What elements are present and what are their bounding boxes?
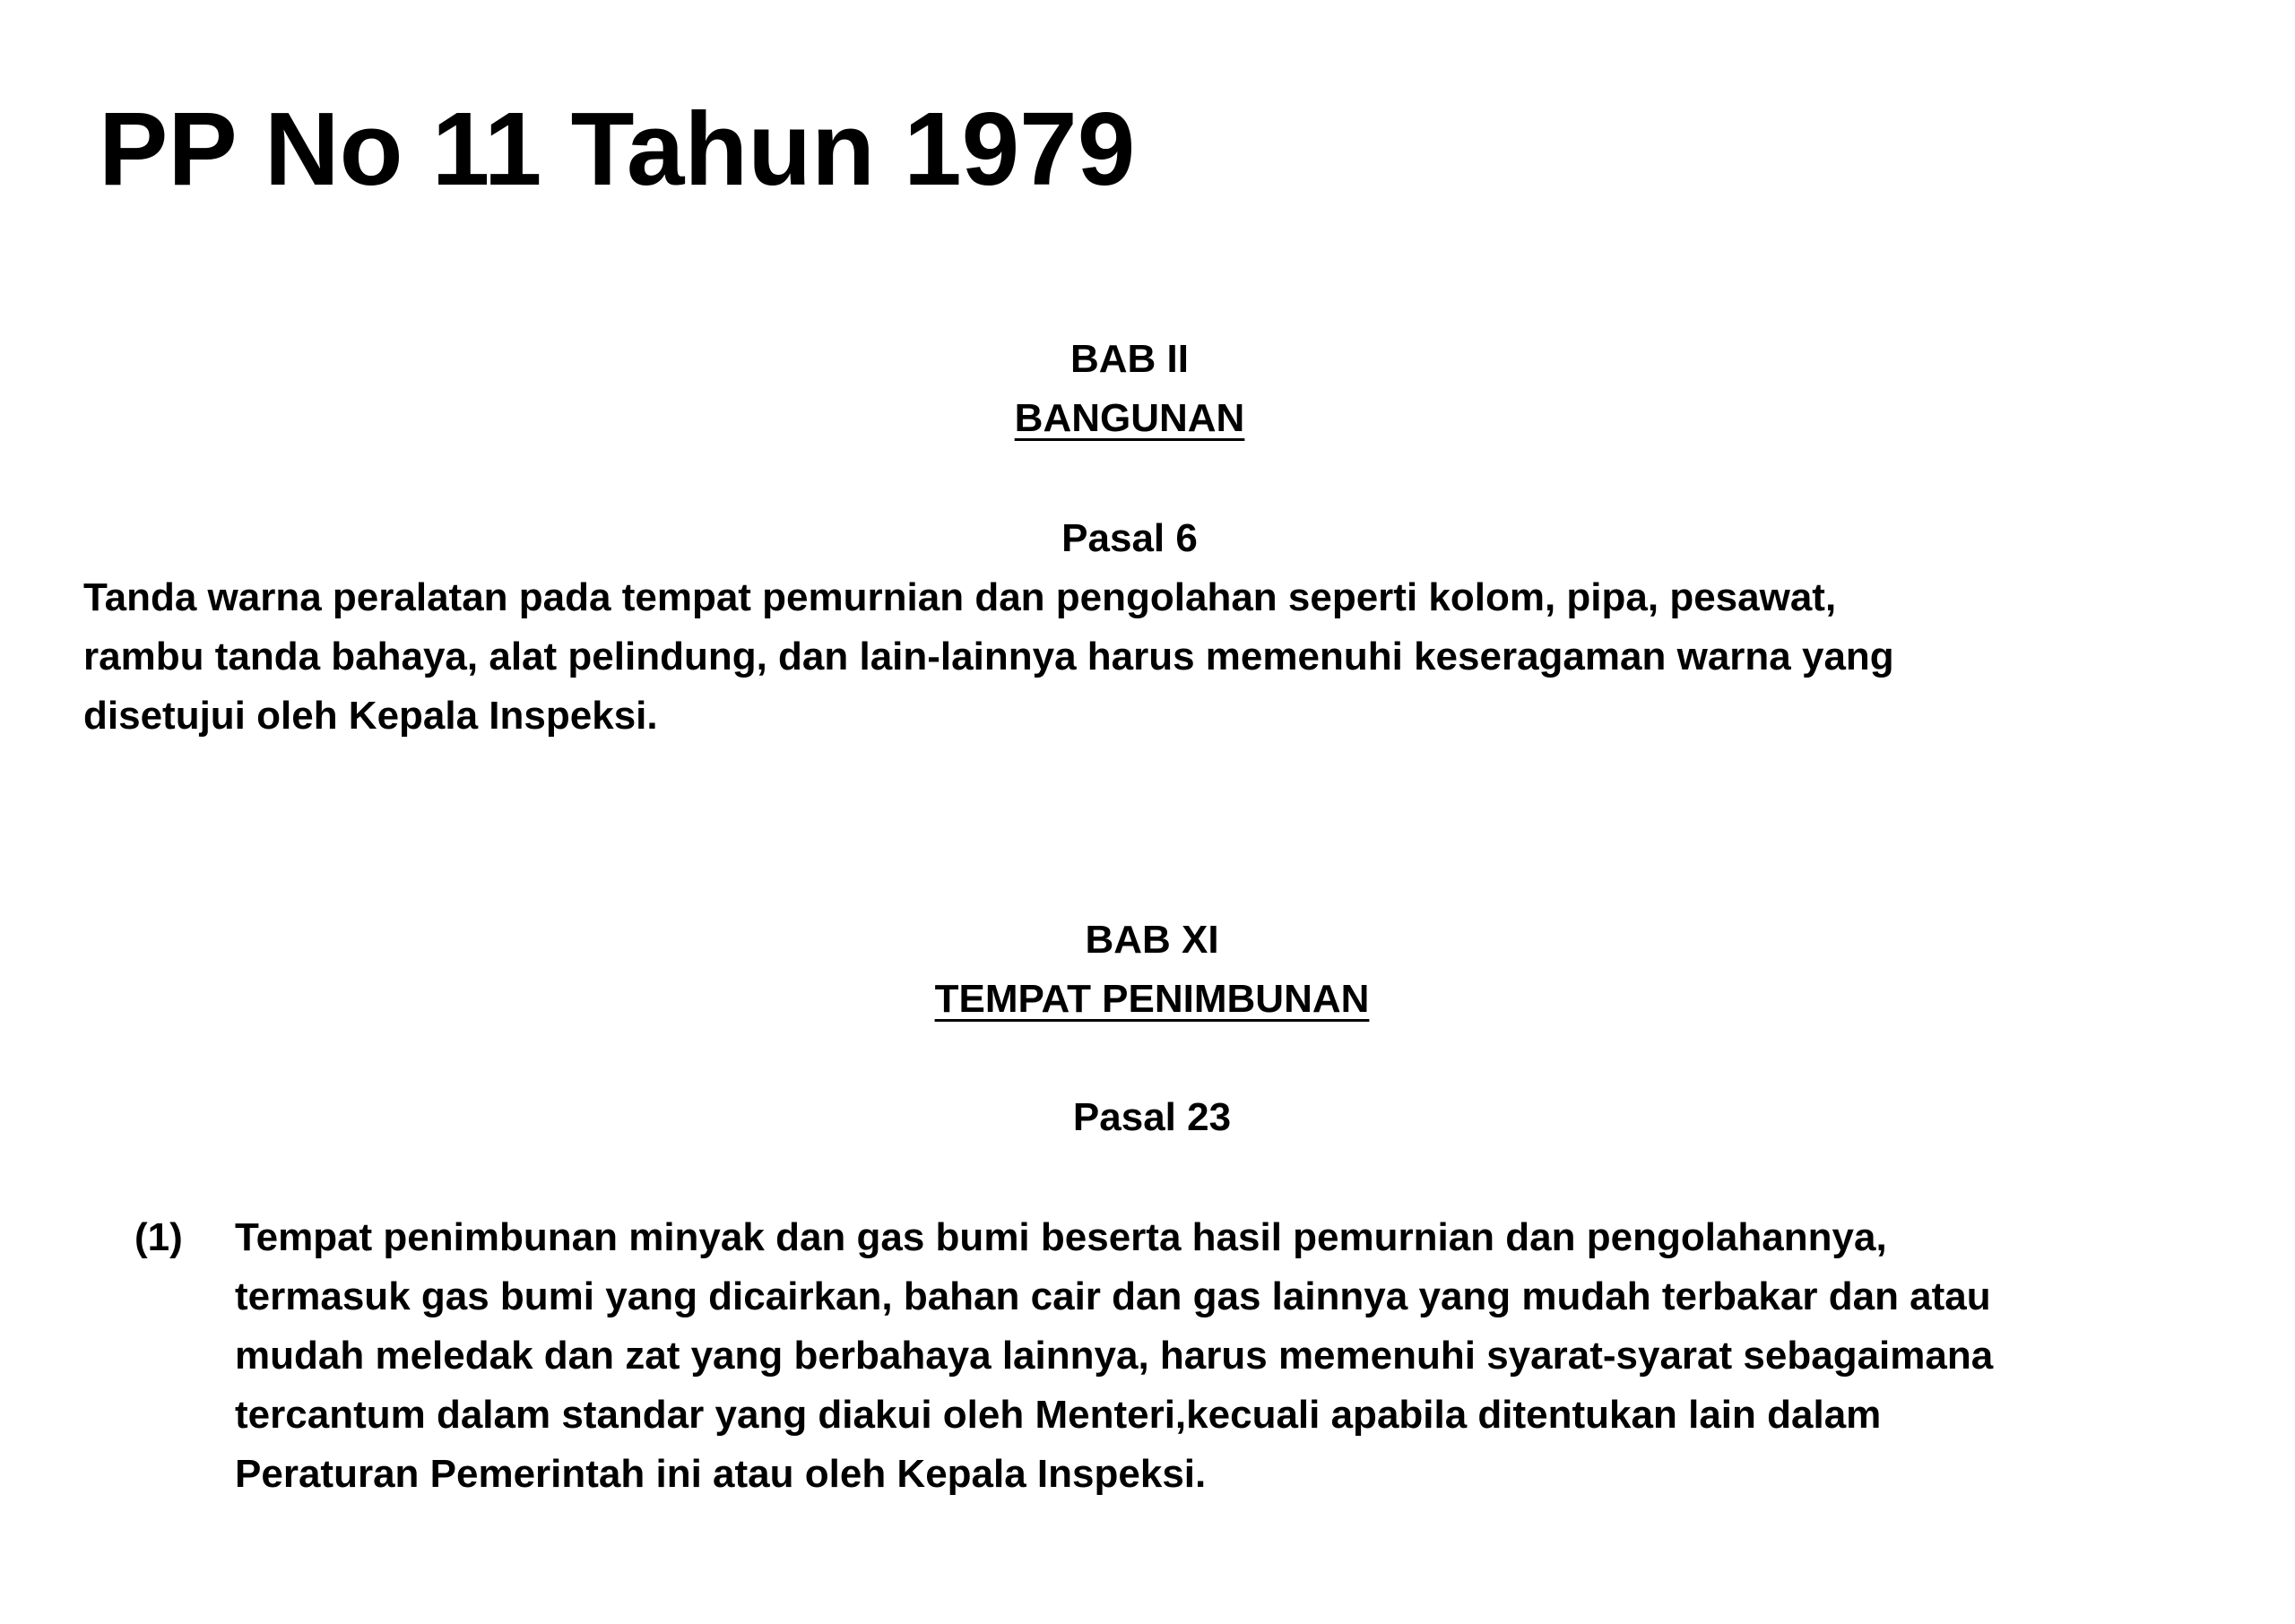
- article-heading: Pasal 6: [1061, 516, 1198, 560]
- text-line: disetujui oleh Kepala Inspeksi.: [83, 694, 658, 738]
- article-heading: Pasal 23: [1072, 1095, 1232, 1139]
- item-number: (1): [134, 1215, 183, 1259]
- text-line: Peraturan Pemerintah ini atau oleh Kepala Inspeksi.: [235, 1452, 1207, 1496]
- chapter-heading: BAB XI: [1085, 918, 1219, 962]
- slide-title: PP No 11 Tahun 1979: [99, 91, 1136, 207]
- text-line: tercantum dalam standar yang diakui oleh Menteri,kecuali apabila ditentukan lain dalam: [235, 1393, 1882, 1437]
- chapter-title: BANGUNAN: [1014, 396, 1245, 440]
- chapter-heading: BAB II: [1070, 337, 1189, 381]
- chapter-title: TEMPAT PENIMBUNAN: [934, 977, 1370, 1021]
- article-text: [83, 568, 1894, 746]
- text-line: Tempat penimbunan minyak dan gas bumi beserta hasil pemurnian dan pengolahannya,: [235, 1215, 1887, 1259]
- text-line: termasuk gas bumi yang dicairkan, bahan cair dan gas lainnya yang mudah terbakar dan atau: [235, 1274, 1991, 1318]
- text-line: rambu tanda bahaya, alat pelindung, dan lain-lainnya harus memenuhi keseragaman warna yang: [83, 635, 1894, 678]
- item-text: [235, 1208, 1993, 1504]
- text-line: Tanda warna peralatan pada tempat pemurnian dan pengolahan seperti kolom, pipa, pesawat,: [83, 575, 1837, 619]
- text-line: mudah meledak dan zat yang berbahaya lainnya, harus memenuhi syarat-syarat sebagaimana: [235, 1334, 1994, 1378]
